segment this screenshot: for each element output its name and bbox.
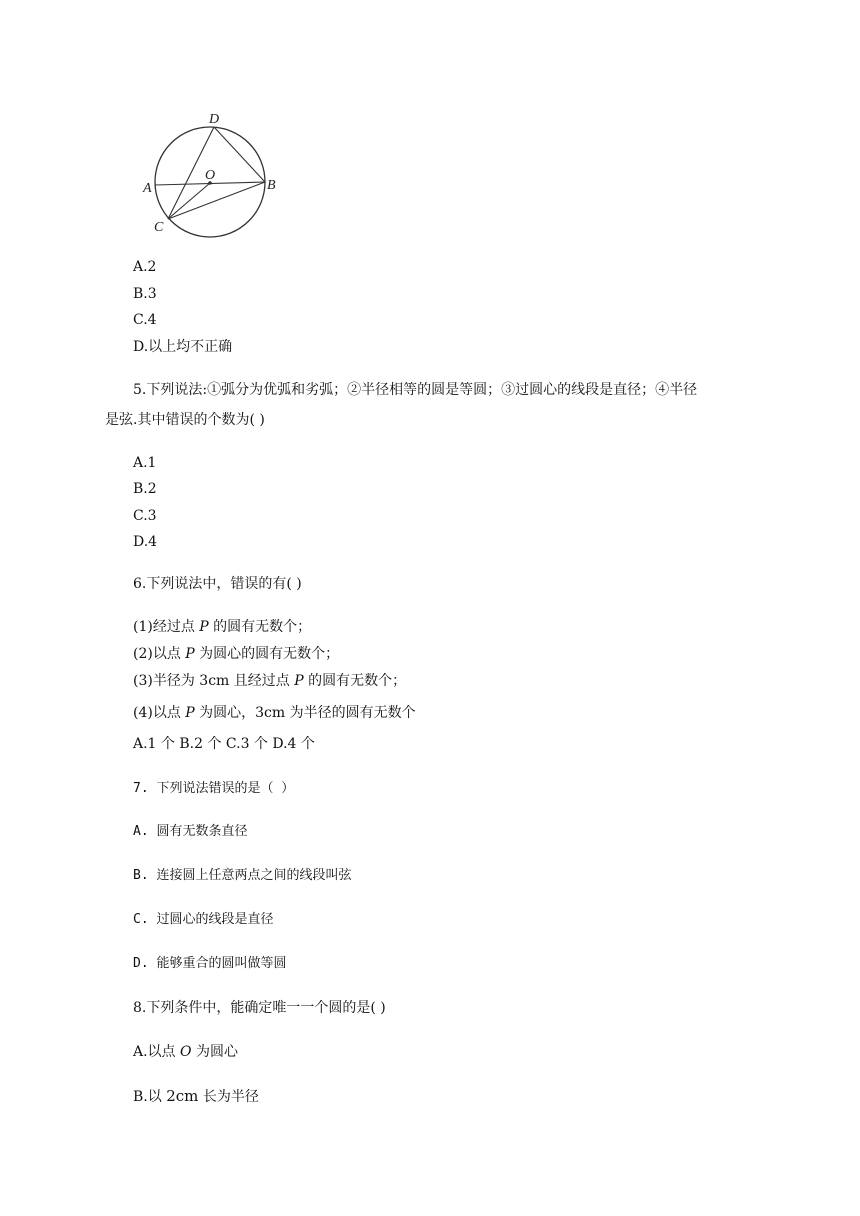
q6-statement-4: (4)以点 P 为圆心，3cm 为半径的圆有无数个 xyxy=(133,705,416,721)
circle-diagram xyxy=(132,106,292,240)
q7-option-b: B. 连接圆上任意两点之间的线段叫弦 xyxy=(133,868,352,883)
label-o: O xyxy=(205,168,216,183)
q8-option-a: A.以点 O 为圆心 xyxy=(133,1044,238,1060)
label-c: C xyxy=(154,220,164,235)
geometry-figure xyxy=(132,106,292,240)
q5-option-a: A.1 xyxy=(133,455,157,471)
q6-statement-1: (1)经过点 P 的圆有无数个； xyxy=(133,619,312,635)
q4-option-d: D.以上均不正确 xyxy=(133,339,233,355)
label-b: B xyxy=(267,178,276,193)
q7-option-a: A. 圆有无数条直径 xyxy=(133,824,248,839)
q5-stem-line1: 5.下列说法:①弧分为优弧和劣弧；②半径相等的圆是等圆；③过圆心的线段是直径；④半径 xyxy=(133,382,698,398)
segment-co xyxy=(168,183,210,219)
q4-option-c: C.4 xyxy=(133,312,157,328)
q6-answer-options: A.1 个 B.2 个 C.3 个 D.4 个 xyxy=(133,736,315,752)
q4-option-a: A.2 xyxy=(133,259,157,275)
q7-stem: 7. 下列说法错误的是（ ） xyxy=(133,781,295,796)
label-d: D xyxy=(209,112,220,127)
q6-stem: 6.下列说法中，错误的有( ) xyxy=(133,576,302,592)
q7-option-d: D. 能够重合的圆叫做等圆 xyxy=(133,956,287,971)
chord-cb xyxy=(168,182,265,219)
q5-option-b: B.2 xyxy=(133,481,157,497)
q7-option-c: C. 过圆心的线段是直径 xyxy=(133,912,274,927)
q8-stem: 8.下列条件中，能确定唯一一个圆的是( ) xyxy=(133,1000,386,1016)
q4-option-b: B.3 xyxy=(133,286,157,302)
q6-statement-3: (3)半径为 3cm 且经过点 P 的圆有无数个； xyxy=(133,673,407,689)
q5-option-d: D.4 xyxy=(133,534,158,550)
q6-statement-2: (2)以点 P 为圆心的圆有无数个； xyxy=(133,646,340,662)
label-a: A xyxy=(143,181,152,196)
q8-option-b: B.以 2cm 长为半径 xyxy=(133,1087,259,1105)
q5-stem-line2: 是弦.其中错误的个数为( ) xyxy=(105,412,265,428)
q5-option-c: C.3 xyxy=(133,508,157,524)
